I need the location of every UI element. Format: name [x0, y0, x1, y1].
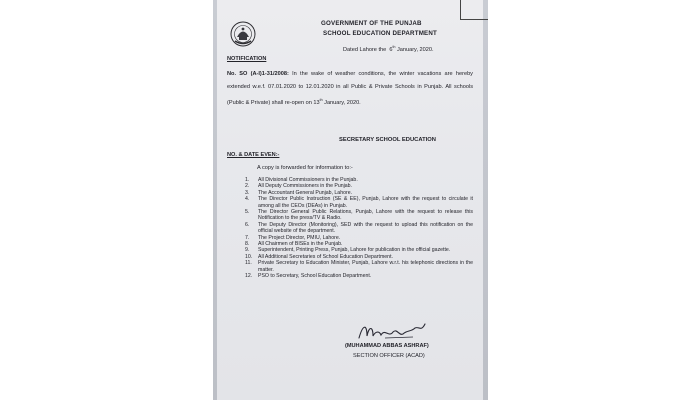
distribution-item-number: 1. [245, 177, 250, 183]
distribution-item-text: All Chairmen of BISEs in the Punjab. [258, 241, 343, 248]
distribution-item-text: All Additional Secretaries of School Education Department. [258, 253, 393, 260]
distribution-item-text: The Project Director, PMIU, Lahore. [258, 234, 341, 241]
notification-heading: NOTIFICATION [227, 56, 267, 62]
distribution-item-text: The Deputy Director (Monitoring), SED with the request to upload this notification on the official website of the department. [258, 221, 473, 235]
department-title: SCHOOL EDUCATION DEPARTMENT [323, 30, 438, 37]
distribution-item-number: 6. [245, 221, 250, 228]
distribution-item-text: The Director Public Instruction (SE & EE), Punjab, Lahore with the request to circulate it among all the CEOs (DEAs) in Punjab. [258, 196, 473, 209]
notification-sheet [217, 0, 483, 400]
distribution-item-number: 8. [245, 241, 250, 248]
distribution-item-text: The Accountant General Punjab, Lahore. [258, 189, 353, 196]
distribution-item-number: 4. [245, 196, 250, 203]
distribution-item-text: PSO to Secretary, School Education Department. [258, 273, 372, 280]
distribution-item-number: 3. [245, 189, 250, 196]
distribution-item [245, 196, 473, 209]
government-title: GOVERNMENT OF THE PUNJAB [321, 20, 422, 27]
distribution-item-number: 9. [245, 247, 250, 254]
distribution-item-text: All Divisional Commissioners in the Punjab. [258, 177, 358, 183]
dated-day-suffix: th [392, 45, 396, 49]
dated-day: 6 [389, 46, 393, 53]
punjab-government-emblem-icon [229, 20, 257, 48]
dated-line [343, 45, 434, 54]
distribution-item-number: 2. [245, 183, 250, 190]
distribution-list [245, 177, 473, 280]
notification-body [227, 68, 473, 110]
distribution-item-number: 11. [245, 260, 252, 267]
distribution-item-number: 10. [245, 253, 253, 260]
notification-text: In the wake of weather conditions, the winter vacations are hereby extended w.e.f. 07.01.2020 to 12.01.2020 in all Public & Private Schools in Punjab. All schools (Public & Private) shall re-open on 13 [227, 71, 473, 106]
distribution-item-number: 5. [245, 209, 250, 216]
distribution-item-text: All Deputy Commissioners in the Punjab. [258, 183, 352, 190]
distribution-item [245, 260, 473, 273]
notification-number: No. SO (A-I)1-31/2008: [227, 71, 289, 77]
distribution-item-number: 12. [245, 273, 253, 280]
distribution-item-text: Superintendent, Printing Press, Punjab, Lahore for publication in the official gazette. [258, 247, 451, 254]
distribution-item-number: 7. [245, 234, 250, 241]
notification-text-sup: th [319, 98, 323, 102]
document-photo [213, 0, 488, 400]
handwritten-signature [355, 318, 435, 346]
distribution-item [245, 222, 473, 235]
copy-forwarded-intro: A copy is forwarded for information to:- [257, 165, 353, 171]
corner-stamp-box [460, 0, 488, 20]
secretary-signatory: SECRETARY SCHOOL EDUCATION [339, 137, 436, 143]
distribution-item-text: Private Secretary to Education Minister, Punjab, Lahore w.r.t. his telephonic directions in the matter. [258, 260, 473, 273]
reference-heading: NO. & DATE EVEN:- [227, 152, 280, 158]
distribution-item [245, 209, 473, 222]
distribution-item-text: The Director General Public Relations, Punjab, Lahore with the request to release this Notification to the press/TV & Radio. [258, 209, 473, 222]
dated-prefix: Dated Lahore the [343, 46, 387, 53]
officer-title: SECTION OFFICER (ACAD) [353, 353, 425, 359]
dated-month-year: January, 2020. [396, 46, 434, 53]
officer-name: (MUHAMMAD ABBAS ASHRAF) [345, 343, 429, 349]
notification-text-end: January, 2020. [324, 99, 361, 106]
distribution-item [245, 273, 473, 279]
